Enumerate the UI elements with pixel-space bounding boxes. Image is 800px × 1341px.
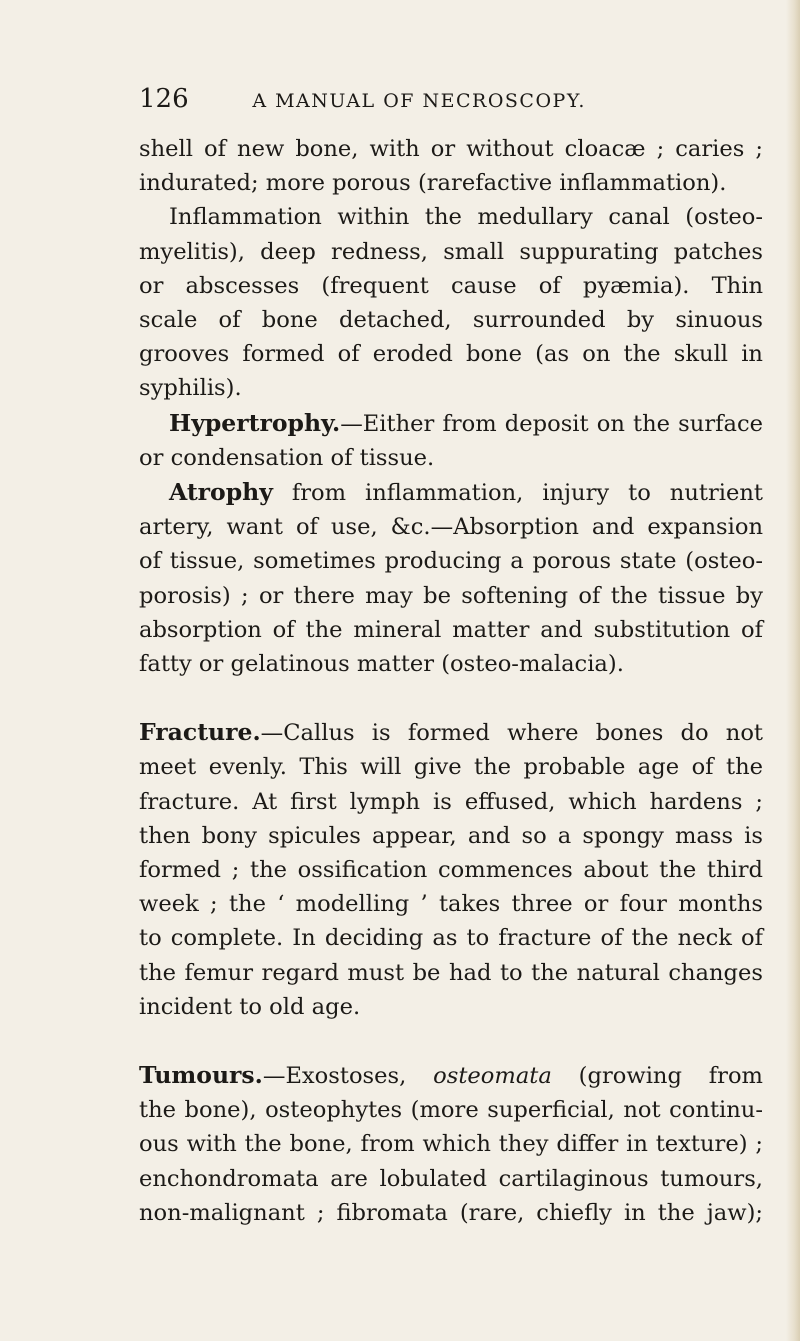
text-line: formed ; the ossification commences about the third xyxy=(139,857,763,884)
text-line: scale of bone detached, surrounded by sinuous xyxy=(139,307,763,334)
text-line: absorption of the mineral matter and substitution of xyxy=(139,616,763,643)
text-line: shell of new bone, with or without cloacæ ; caries ; xyxy=(139,136,763,162)
text-line: Tumours.—Exostoses, osteomata (growing from xyxy=(139,1061,763,1090)
paragraph-gap xyxy=(139,1024,763,1058)
paragraph-gap xyxy=(139,681,763,715)
text-line: Hypertrophy.—Either from deposit on the surface xyxy=(169,408,763,437)
text-line: the bone), osteophytes (more superficial, not continu- xyxy=(139,1097,763,1124)
section-heading-hypertrophy: Hypertrophy. xyxy=(169,408,341,437)
text-line: or condensation of tissue. xyxy=(139,444,435,471)
text-line: grooves formed of eroded bone (as on the skull in xyxy=(139,341,763,368)
text-line: Inflammation within the medullary canal (osteo- xyxy=(169,204,763,231)
text-line: Fracture.—Callus is formed where bones do not xyxy=(139,718,763,747)
section-heading-tumours: Tumours. xyxy=(139,1061,263,1090)
text-line: myelitis), deep redness, small suppurating patches xyxy=(139,238,763,265)
text-line: enchondromata are lobulated cartilaginous tumours, xyxy=(139,1165,763,1192)
text-line: porosis) ; or there may be softening of the tissue by xyxy=(139,582,763,609)
text-line: fatty or gelatinous matter (osteo-malacia). xyxy=(139,651,624,678)
text-line: of tissue, sometimes producing a porous state (osteo- xyxy=(139,548,763,575)
text-line: indurated; more porous (rarefactive inflammation). xyxy=(139,170,727,197)
page-header xyxy=(139,84,759,114)
text-line: then bony spicules appear, and so a spongy mass is xyxy=(139,822,763,849)
text-line: the femur regard must be had to the natural changes xyxy=(139,959,763,986)
text-line: artery, want of use, &c.—Absorption and expansion xyxy=(139,514,763,541)
text-line: week ; the ‘ modelling ’ takes three or four months xyxy=(139,891,763,918)
section-heading-atrophy: Atrophy xyxy=(169,478,273,507)
text-line: ous with the bone, from which they differ in texture) ; xyxy=(139,1131,763,1158)
running-title: A MANUAL OF NECROSCOPY. xyxy=(252,90,586,112)
page-edge-shadow xyxy=(786,0,800,1341)
text-line: syphilis). xyxy=(139,375,242,402)
text-line: incident to old age. xyxy=(139,993,361,1020)
text-line: meet evenly. This will give the probable age of the xyxy=(139,754,763,781)
page-number: 126 xyxy=(139,84,189,114)
text-line: fracture. At first lymph is effused, which hardens ; xyxy=(139,788,763,815)
text-line: or abscesses (frequent cause of pyæmia). Thin xyxy=(139,272,763,299)
section-heading-fracture: Fracture. xyxy=(139,718,261,747)
page-body xyxy=(139,132,763,1230)
text-line: to complete. In deciding as to fracture of the neck of xyxy=(139,925,763,952)
text-line: Atrophy from inflammation, injury to nutrient xyxy=(169,478,763,507)
text-line: non-malignant ; fibromata (rare, chiefly in the jaw); xyxy=(139,1199,763,1226)
